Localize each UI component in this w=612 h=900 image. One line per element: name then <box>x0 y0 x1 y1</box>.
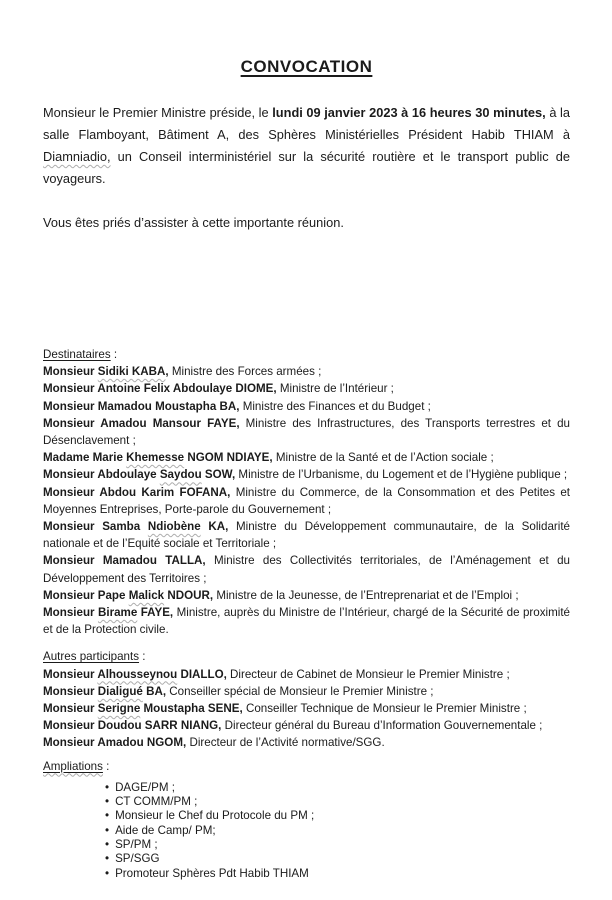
recipient-name: Monsieur Mamadou TALLA, <box>43 554 206 568</box>
meeting-datetime: lundi 09 janvier 2023 à 16 heures 30 minutes, <box>272 105 546 120</box>
participant-item <box>43 700 570 717</box>
recipient-item <box>43 398 570 415</box>
participant-name: Monsieur Doudou SARR NIANG, <box>43 719 222 733</box>
recipient-role: Ministre des Collectivités territoriales, de l’Aménagement et du Développement des Territoires ; <box>43 554 570 585</box>
recipient-name: Monsieur Abdou Karim FOFANA, <box>43 485 231 499</box>
participant-name: Monsieur Dialigué BA, <box>43 684 167 698</box>
recipient-item <box>43 587 570 604</box>
recipient-name: Monsieur Pape Malick NDOUR, <box>43 588 214 602</box>
participant-role: Conseiller spécial de Monsieur le Premier Ministre ; <box>166 684 434 698</box>
copies-list-item: • Aide de Camp/ PM; <box>105 824 570 838</box>
document-title <box>43 57 570 77</box>
participant-role: Directeur de l’Activité normative/SGG. <box>186 736 385 750</box>
recipient-item <box>43 449 570 466</box>
copies-list-item: • SP/PM ; <box>105 838 570 852</box>
intro-paragraph <box>43 102 570 190</box>
participant-name: Monsieur Serigne Moustapha SENE, <box>43 702 243 716</box>
recipient-role: Ministre du Commerce, de la Consommation et des Petites et Moyennes Entreprises, Porte-parole du Gouvernement ; <box>43 485 570 516</box>
recipients-heading: Destinataires : <box>43 348 118 361</box>
recipient-name: Monsieur Mamadou Moustapha BA, <box>43 399 240 413</box>
copies-heading: Ampliations : <box>43 759 110 773</box>
recipient-name: Monsieur Amadou Mansour FAYE, <box>43 416 240 430</box>
recipient-role: Ministre des Infrastructures, des Transports terrestres et du Désenclavement ; <box>43 416 570 448</box>
participant-role: Directeur de Cabinet de Monsieur le Premier Ministre ; <box>226 667 510 681</box>
copies-list-item: • Promoteur Sphères Pdt Habib THIAM <box>105 867 570 881</box>
spellcheck-squiggle: Malick <box>128 588 165 602</box>
recipient-item <box>43 518 570 552</box>
participant-name: Monsieur Amadou NGOM, <box>43 736 187 750</box>
other-participants-section <box>43 648 570 751</box>
recipient-role: Ministre du Développement communautaire, de la Solidarité nationale et de l’Equité sociale et Territoriale ; <box>43 520 570 551</box>
recipient-name: Monsieur Abdoulaye Saydou SOW, <box>43 468 236 482</box>
recipient-item <box>43 415 570 449</box>
participant-item <box>43 717 570 734</box>
recipient-role: Ministre de la Jeunesse, de l’Entreprenariat et de l’Emploi ; <box>213 588 519 602</box>
intro-end: un Conseil interministériel sur la sécurité routière et le transport public de voyageurs. <box>43 149 570 186</box>
spellcheck-squiggle: Ampliations <box>43 759 103 773</box>
recipient-item <box>43 466 570 483</box>
recipient-role: Ministre, auprès du Ministre de l’Intérieur, chargé de la Sécurité de proximité et de la Protection civile. <box>43 606 570 637</box>
recipient-item <box>43 363 570 380</box>
intro-middle: à la salle Flamboyant, Bâtiment A, des Sphères Ministérielles Président Habib THIAM à <box>43 105 570 142</box>
spellcheck-squiggle: Saydou <box>159 468 202 482</box>
participant-item <box>43 666 570 683</box>
other-participants-heading: Autres participants : <box>43 650 146 664</box>
recipient-name: Monsieur Samba Ndiobène KA, <box>43 520 229 534</box>
spellcheck-squiggle: Birame <box>97 606 138 620</box>
participant-item <box>43 734 570 751</box>
copies-section <box>43 758 570 881</box>
recipient-item <box>43 380 570 397</box>
copies-list-item: • DAGE/PM ; <box>105 781 570 795</box>
participant-item <box>43 683 570 700</box>
document-title-text: CONVOCATION <box>240 57 373 76</box>
recipient-role: Ministre de la Santé et de l’Action sociale ; <box>272 451 494 465</box>
recipient-role: Ministre des Forces armées ; <box>168 365 322 379</box>
recipient-name: Monsieur Antoine Felix Abdoulaye DIOME, <box>43 382 277 396</box>
spellcheck-squiggle: Ndiobène <box>147 520 201 534</box>
recipient-item <box>43 484 570 518</box>
recipient-name: Madame Marie Khemesse NGOM NDIAYE, <box>43 451 273 465</box>
recipient-item <box>43 552 570 586</box>
spellcheck-squiggle: Khemesse <box>126 451 185 465</box>
copies-list <box>43 781 570 881</box>
spellcheck-squiggle: Sidiki KABA <box>97 365 166 379</box>
intro-lead: Monsieur le Premier Ministre préside, le <box>43 105 273 120</box>
invitation-line: Vous êtes priés d’assister à cette importante réunion. <box>43 215 344 230</box>
recipient-role: Ministre de l’Intérieur ; <box>276 382 394 396</box>
recipient-role: Ministre de l’Urbanisme, du Logement et de l’Hygiène publique ; <box>235 468 568 482</box>
spellcheck-squiggle: Serigne <box>97 702 141 716</box>
meeting-place: Diamniadio, <box>43 149 111 164</box>
recipient-item <box>43 604 570 638</box>
spellcheck-squiggle: Dialigué <box>97 684 143 698</box>
participant-role: Directeur général du Bureau d’Information Gouvernementale ; <box>221 719 543 733</box>
recipient-name: Monsieur Birame FAYE, <box>43 606 174 620</box>
recipients-section <box>43 346 570 638</box>
participant-role: Conseiller Technique de Monsieur le Premier Ministre ; <box>242 702 527 716</box>
recipient-role: Ministre des Finances et du Budget ; <box>239 399 431 413</box>
recipient-name: Monsieur Sidiki KABA, <box>43 365 169 379</box>
copies-list-item: • SP/SGG <box>105 852 570 866</box>
participant-name: Monsieur Alhousseynou DIALLO, <box>43 667 227 681</box>
copies-list-item: • Monsieur le Chef du Protocole du PM ; <box>105 809 570 823</box>
spellcheck-squiggle: Alhousseynou <box>97 667 178 681</box>
copies-list-item: • CT COMM/PM ; <box>105 795 570 809</box>
